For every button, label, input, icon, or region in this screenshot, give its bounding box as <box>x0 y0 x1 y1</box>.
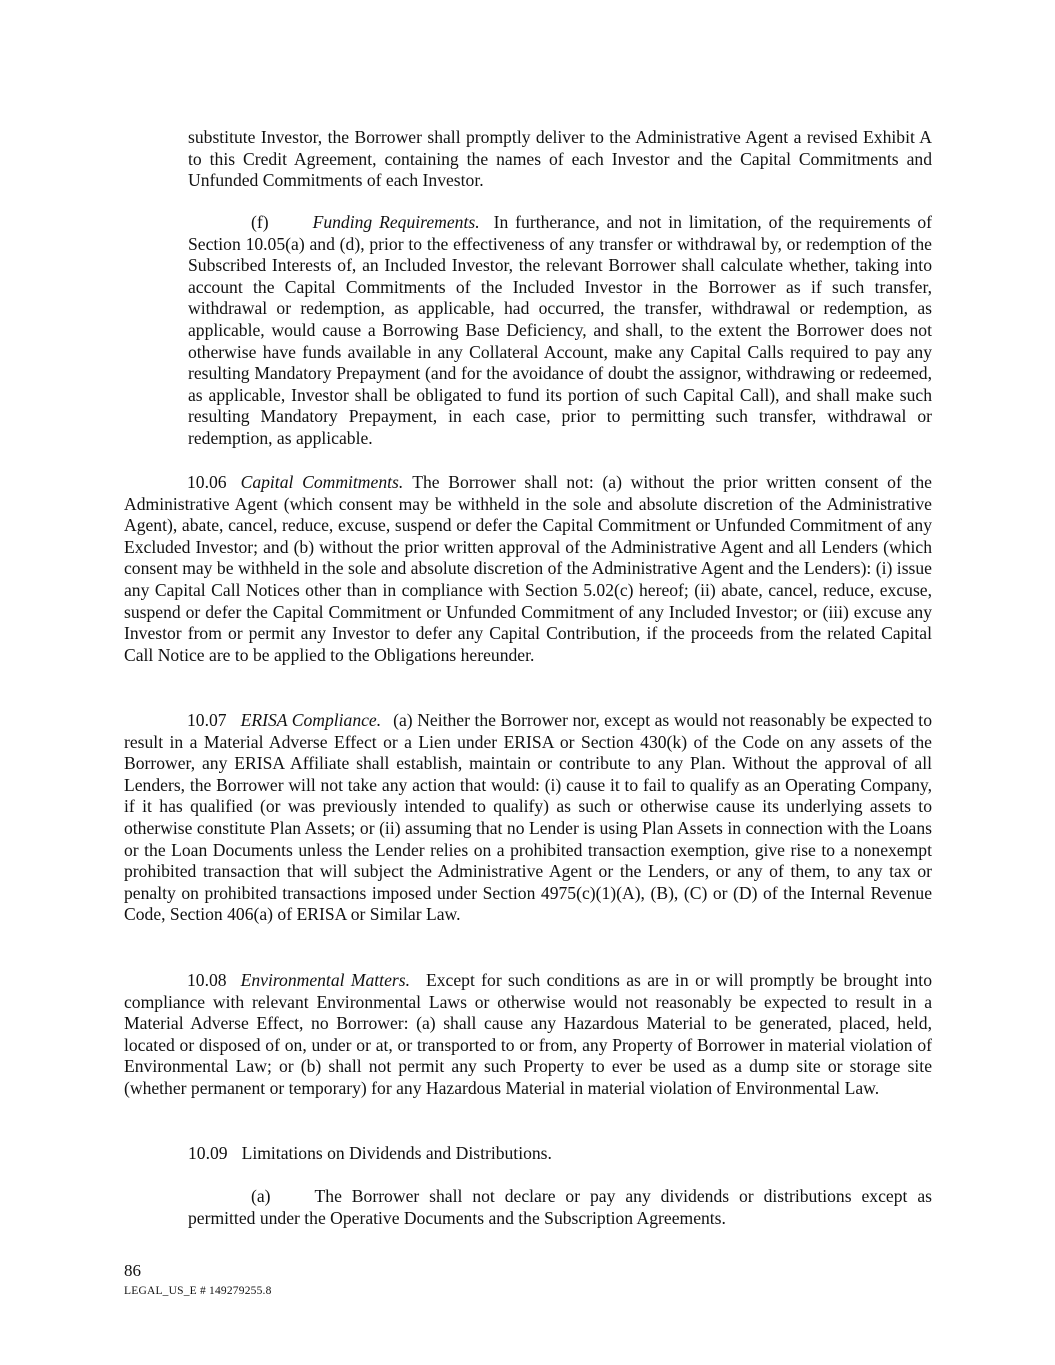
page-number: 86 <box>124 1261 141 1280</box>
section-10-07-heading: ERISA Compliance. <box>240 710 382 730</box>
section-10-07-paragraph <box>124 710 932 926</box>
section-10-09-a-label: (a) <box>251 1186 271 1206</box>
section-10-06-heading: Capital Commitments. <box>240 472 404 492</box>
section-10-07-body: (a) Neither the Borrower nor, except as would not reasonably be expected to result in a Material Adverse Effect or a Lien under ERISA or Section 430(k) of the Code on any assets of the Borrower, any ERISA Affiliate shall establish, maintain or contribute to any Plan. Without the approval of all Lenders, the Borrower will not take any action that would: (i) cause it to fail to qualify as an Operating Company, if it has qualified (or was previously intended to qualify) as such or otherwise cause its underlying assets to otherwise constitute Plan Assets; or (ii) assuming that no Lender is using Plan Assets in connection with the Loans or the Loan Documents unless the Lender relies on a prohibited transaction exemption, give rise to a nonexempt prohibited transaction that will subject the Administrative Agent or the Lenders, or any of them, to any tax or penalty on prohibited transactions imposed under Section 4975(c)(1)(A), (B), (C) or (D) of the Internal Revenue Code, Section 406(a) of ERISA or Similar Law. <box>124 710 932 925</box>
section-10-09-heading: Limitations on Dividends and Distributions. <box>241 1143 552 1163</box>
section-10-08-heading: Environmental Matters. <box>240 970 410 990</box>
section-10-09-a-paragraph <box>188 1186 932 1229</box>
section-10-05-f-label: (f) <box>251 212 269 232</box>
section-10-08-number: 10.08 <box>187 970 227 990</box>
section-10-06-body: The Borrower shall not: (a) without the prior written consent of the Administrative Agent (which consent may be withheld in the sole and absolute discretion of the Administrative Agent), abate, cancel, reduce, excuse, suspend or defer the Capital Commitment or Unfunded Commitment of any Excluded Investor; and (b) without the prior written approval of the Administrative Agent and all Lenders (which consent may be withheld in the sole and absolute discretion of the Administrative Agent and the Lenders): (i) issue any Capital Call Notices other than in compliance with Section 5.02(c) hereof; (ii) abate, cancel, reduce, excuse, suspend or defer the Capital Commitment or Unfunded Commitment of any Included Investor; or (iii) excuse any Investor from or permit any Investor to defer any Capital Contribution, if the proceeds from the related Capital Call Notice are to be applied to the Obligations hereunder. <box>124 472 932 665</box>
section-10-09-heading-line <box>188 1143 932 1165</box>
section-10-09-a-body: The Borrower shall not declare or pay any dividends or distributions except as permitted under the Operative Documents and the Subscription Agreements. <box>188 1186 932 1228</box>
continuation-paragraph <box>188 127 932 192</box>
section-10-09-number: 10.09 <box>188 1143 228 1163</box>
continuation-text: substitute Investor, the Borrower shall promptly deliver to the Administrative Agent a revised Exhibit A to this Credit Agreement, containing the names of each Investor and the Capital Commitments and Unfunded Commitments of each Investor. <box>188 127 932 191</box>
section-10-08-paragraph <box>124 970 932 1100</box>
section-10-05-f-paragraph <box>188 212 932 450</box>
document-id: LEGAL_US_E # 149279255.8 <box>124 1285 272 1297</box>
section-10-07-number: 10.07 <box>187 710 227 730</box>
section-10-08-body: Except for such conditions as are in or will promptly be brought into compliance with relevant Environmental Laws or otherwise would not reasonably be expected to result in a Material Adverse Effect, no Borrower: (a) shall cause any Hazardous Material to be generated, placed, held, located or disposed of on, under or at, or transported to or from, any Property of Borrower in material violation of Environmental Law; or (b) shall not permit any such Property to ever be used as a dump site or storage site (whether permanent or temporary) for any Hazardous Material in material violation of Environmental Law. <box>124 970 932 1098</box>
section-10-06-paragraph <box>124 472 932 666</box>
section-10-06-number: 10.06 <box>187 472 227 492</box>
section-10-05-f-heading: Funding Requirements. <box>312 212 480 232</box>
section-10-05-f-body: In furtherance, and not in limitation, of the requirements of Section 10.05(a) and (d), prior to the effectiveness of any transfer or withdrawal by, or redemption of the Subscribed Interests of, an Included Investor, the relevant Borrower shall calculate whether, taking into account the Capital Commitments of the Included Investor in the Borrower as if such transfer, withdrawal or redemption, as applicable, had occurred, the transfer, withdrawal or redemption, as applicable, would cause a Borrowing Base Deficiency, and shall, to the extent the Borrower does not otherwise have funds available in any Collateral Account, make any Capital Calls required to pay any resulting Mandatory Prepayment (and for the avoidance of doubt the assignor, withdrawing or redeemed, as applicable, Investor shall be obligated to fund its portion of such Capital Call), and shall make such resulting Mandatory Prepayment, in each case, prior to permitting such transfer, withdrawal or redemption, as applicable. <box>188 212 932 448</box>
